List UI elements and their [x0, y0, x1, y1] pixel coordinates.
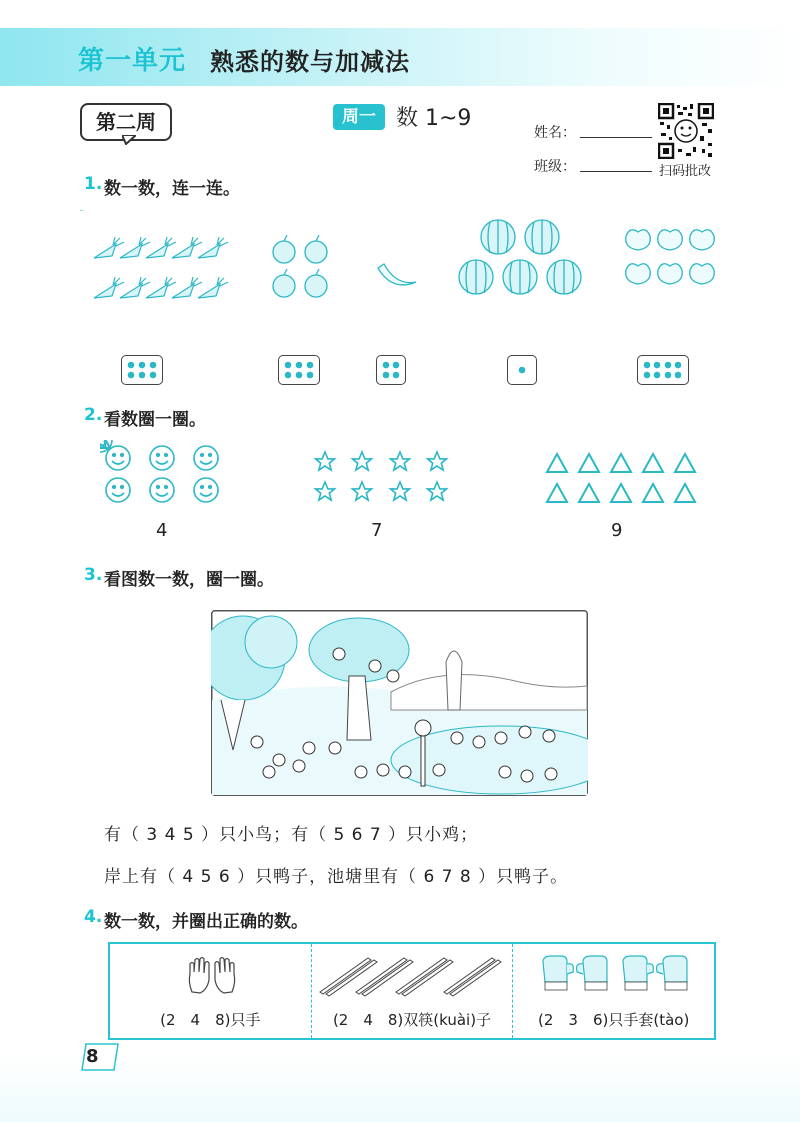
dice-four[interactable]: [376, 355, 406, 385]
week-badge: 第二周: [80, 103, 172, 141]
chopsticks-icon: [316, 950, 511, 1000]
day-topic: 数 1~9: [396, 106, 472, 131]
q3-sentence-2: 岸上有（ 4 5 6 ）只鸭子，池塘里有（ 6 7 8 ）只鸭子。: [104, 867, 569, 887]
q4-cell-hands: [110, 944, 312, 1038]
triangle-icon: [100, 440, 695, 502]
banana-icon: [378, 264, 416, 285]
farm-scene-illustration: [211, 610, 588, 796]
unit-subtitle: 熟悉的数与加减法: [210, 48, 410, 76]
q4-number: 4.: [84, 907, 103, 927]
page-number-frame-icon: [78, 1042, 122, 1072]
q4-cell-mittens: [513, 944, 714, 1038]
q1-pictures: [80, 210, 720, 310]
day-badge: 周一: [333, 104, 385, 130]
qr-code-icon[interactable]: [658, 103, 714, 159]
q4-caption-hands: (2 4 8)只手: [160, 1011, 261, 1029]
q2-target-triangle: 9: [611, 520, 623, 541]
dice-six[interactable]: [278, 355, 320, 385]
q2-target-smiley: 4: [156, 520, 168, 541]
q2-target-star: 7: [371, 520, 383, 541]
class-label: 班级：: [534, 159, 576, 175]
q3-number: 3.: [84, 565, 103, 585]
dice-one[interactable]: [507, 355, 537, 385]
class-field[interactable]: [580, 170, 652, 172]
watermelon-icon: [459, 220, 581, 294]
qr-caption: 扫码批改: [659, 164, 712, 179]
q4-text: 数一数，并圈出正确的数。: [104, 912, 308, 932]
q3-text: 看图数一数，圈一圈。: [104, 570, 274, 590]
unit-title: 第一单元: [78, 46, 187, 76]
q1-text: 数一数，连一连。: [104, 179, 240, 199]
q2-shapes: [100, 440, 700, 510]
hands-icon: [184, 956, 240, 996]
q4-table: [108, 942, 716, 1040]
page-number: 8: [86, 1046, 99, 1067]
q3-sentence-1: 有（ 3 4 5 ）只小鸟；有（ 5 6 7 ）只小鸡；: [104, 825, 479, 845]
carrot-icon: [80, 210, 228, 298]
q2-number: 2.: [84, 405, 103, 425]
apple-icon: [273, 235, 327, 297]
peach-icon: [626, 230, 715, 284]
q4-caption-chopsticks: (2 4 8)双筷(kuài)子: [332, 1011, 492, 1029]
q4-cell-chopsticks: [312, 944, 514, 1038]
dice-eight[interactable]: [637, 355, 689, 385]
dice-six[interactable]: [121, 355, 163, 385]
q2-text: 看数圈一圈。: [104, 410, 206, 430]
badge-tail-icon: [122, 135, 136, 145]
mittens-icon: [537, 952, 697, 998]
name-field[interactable]: [580, 136, 652, 138]
q1-number: 1.: [84, 174, 103, 194]
smiley-icon: [100, 440, 218, 502]
name-label: 姓名：: [534, 125, 576, 141]
q4-caption-mittens: (2 3 6)只手套(tào): [538, 1011, 690, 1029]
star-icon: [100, 440, 447, 500]
